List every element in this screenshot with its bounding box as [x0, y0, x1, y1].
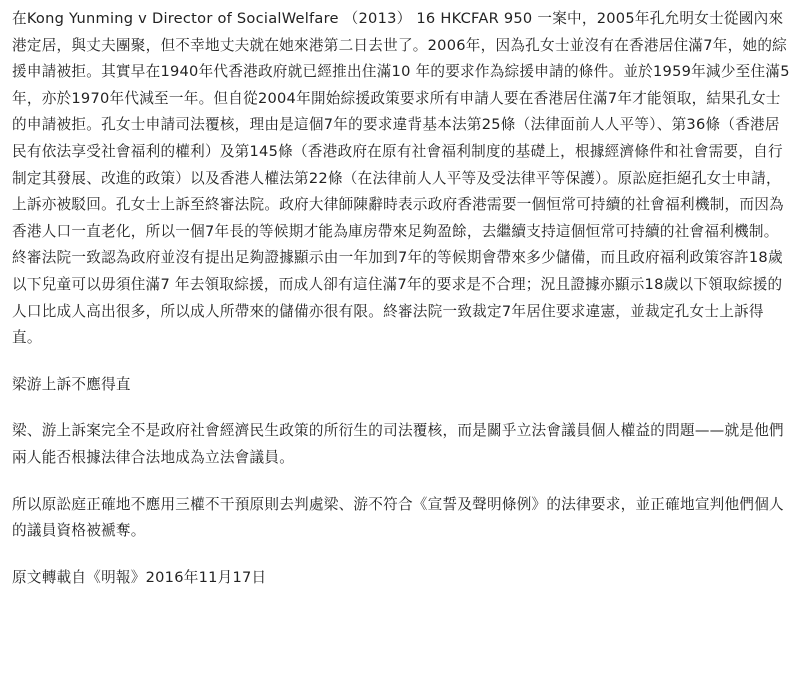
section-heading: 梁游上訴不應得直: [12, 375, 131, 393]
source-note: 原文轉載自《明報》2016年11月17日: [12, 568, 267, 586]
paragraph-kong-yunming-case: 在Kong Yunming v Director of SocialWelfare （2013） 16 HKCFAR 950 一案中，2005年孔允明女士從國內來港定居，與丈夫團聚，但不幸地丈夫就在她來港第二日去世了。2006年，因為孔女士並沒有在香港居住滿7年，她的綜援申請被拒。其實早在1940年代香港政府就已經推出住滿10 年的要求作為綜援申請的條件。並於1959年減少至住滿5年，亦於1970年代減至一年。但自從2004年開始綜援政策要求所有申請人要在香港居住滿7年才能領取，結果孔女士的申請被拒。孔女士申請司法覆核，理由是這個7年的要求違背基本法第25條（法律面前人人平等）、第36條（香港居民有依法享受社會福利的權利）及第145條（香港政府在原有社會福利制度的基礎上，根據經濟條件和社會需要，自行制定其發展、改進的政策）以及香港人權法第22條（在法律前人人平等及受法律平等保護）。原訟庭拒絕孔女士申請，上訴亦被駁回。孔女士上訴至終審法院。政府大律師陳辭時表示政府香港需要一個恒常可持續的社會福利機制，而因為香港人口一直老化，所以一個7年長的等候期才能為庫房帶來足夠盈餘，去繼續支持這個恒常可持續的社會福利機制。終審法院一致認為政府並沒有提出足夠證據顯示由一年加到7年的等候期會帶來多少儲備，而且政府福利政策容許18歲以下兒童可以毋須住滿7 年去領取綜援，而成人卻有這住滿7年的要求是不合理；況且證據亦顯示18歲以下領取綜援的人口比成人高出很多，所以成人所帶來的儲備亦很有限。終審法院一致裁定7年居住要求違憲，並裁定孔女士上訴得直。: [12, 10, 790, 347]
paragraph-court-ruling: 所以原訟庭正確地不應用三權不干預原則去判處梁、游不符合《宣誓及聲明條例》的法律要求，並正確地宣判他們個人的議員資格被褫奪。: [12, 495, 784, 540]
paragraph-leung-yau-appeal: 梁、游上訴案完全不是政府社會經濟民生政策的所衍生的司法覆核，而是關乎立法會議員個人權益的問題——就是他們兩人能否根據法律合法地成為立法會議員。: [12, 422, 784, 466]
article-body: [12, 6, 792, 591]
